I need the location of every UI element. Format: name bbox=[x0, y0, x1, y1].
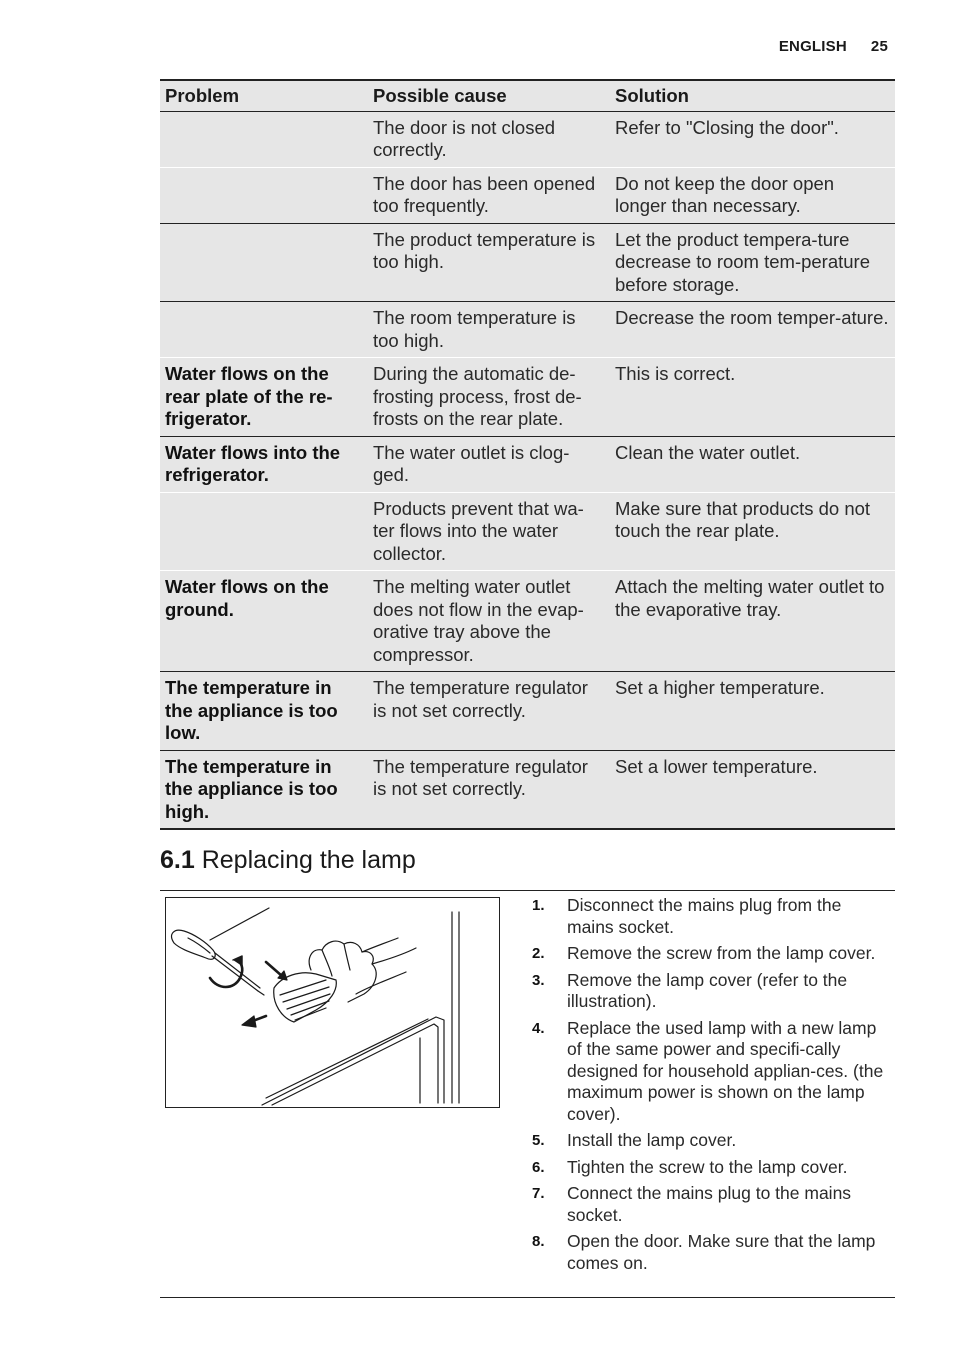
arrow-down-right-icon bbox=[266, 962, 287, 980]
instruction-steps bbox=[530, 895, 890, 1279]
cause-cell: The water outlet is clog-ged. bbox=[368, 436, 610, 492]
solution-cell: Set a higher temperature. bbox=[610, 672, 895, 751]
step-number: 4. bbox=[532, 1019, 545, 1037]
solution-cell: Make sure that products do not touch the rear plate. bbox=[610, 492, 895, 571]
step-text: Install the lamp cover. bbox=[567, 1130, 737, 1150]
table-row bbox=[160, 358, 895, 437]
table-row bbox=[160, 492, 895, 571]
step-text: Remove the lamp cover (refer to the illustration). bbox=[567, 969, 848, 1011]
lamp-cover-icon bbox=[274, 973, 337, 1022]
solution-cell: Attach the melting water outlet to the evaporative tray. bbox=[610, 571, 895, 672]
cause-cell: During the automatic de-frosting process, frost de-frosts on the rear plate. bbox=[368, 358, 610, 437]
table-row bbox=[160, 571, 895, 672]
step-text: Tighten the screw to the lamp cover. bbox=[567, 1156, 848, 1177]
cause-cell: The melting water outlet does not flow in the evap-orative tray above the compressor. bbox=[368, 571, 610, 672]
solution-cell: Refer to "Closing the door". bbox=[610, 111, 895, 167]
step-text: Disconnect the mains plug from the mains socket. bbox=[567, 895, 842, 937]
problem-cell: The temperature in the appliance is too low. bbox=[160, 672, 368, 751]
cause-cell: The temperature regulator is not set correctly. bbox=[368, 672, 610, 751]
table-header-row bbox=[160, 80, 895, 111]
problem-cell bbox=[160, 492, 368, 571]
solution-cell: This is correct. bbox=[610, 358, 895, 437]
problem-cell: Water flows on the ground. bbox=[160, 571, 368, 672]
list-item bbox=[530, 1018, 890, 1126]
column-header-cause: Possible cause bbox=[368, 80, 610, 111]
problem-cell: The temperature in the appliance is too high. bbox=[160, 750, 368, 829]
problem-cell bbox=[160, 302, 368, 358]
fridge-interior-lines-icon bbox=[210, 908, 459, 1105]
step-number: 2. bbox=[532, 945, 545, 962]
step-number: 8. bbox=[532, 1233, 545, 1250]
step-text: Replace the used lamp with a new lamp of the same power and specifi-cally designed for household applian-ces. (the maximum power is shown on the lamp cover). bbox=[567, 1017, 884, 1124]
list-item bbox=[530, 1157, 890, 1179]
step-text: Open the door. Make sure that the lamp comes on. bbox=[567, 1231, 876, 1273]
column-header-solution: Solution bbox=[610, 80, 895, 111]
table-row bbox=[160, 167, 895, 223]
table-row bbox=[160, 302, 895, 358]
column-header-problem: Problem bbox=[160, 80, 368, 111]
step-number: 5. bbox=[532, 1132, 545, 1149]
step-number: 7. bbox=[532, 1185, 545, 1202]
table-row bbox=[160, 672, 895, 751]
troubleshooting-table bbox=[160, 79, 895, 830]
language-label: ENGLISH bbox=[778, 38, 847, 55]
cause-cell: The door is not closed correctly. bbox=[368, 111, 610, 167]
cause-cell: Products prevent that wa-ter flows into the water collector. bbox=[368, 492, 610, 571]
arrow-left-icon bbox=[242, 1016, 266, 1027]
problem-cell bbox=[160, 111, 368, 167]
table-row bbox=[160, 750, 895, 829]
table-row bbox=[160, 111, 895, 167]
table-row bbox=[160, 436, 895, 492]
list-item bbox=[530, 1231, 890, 1274]
hand-icon bbox=[309, 938, 416, 1002]
step-number: 6. bbox=[532, 1158, 545, 1176]
page-header bbox=[755, 38, 888, 55]
list-item bbox=[530, 1183, 890, 1226]
problem-cell: Water flows into the refrigerator. bbox=[160, 436, 368, 492]
cause-cell: The temperature regulator is not set correctly. bbox=[368, 750, 610, 829]
cause-cell: The room temperature is too high. bbox=[368, 302, 610, 358]
problem-cell bbox=[160, 167, 368, 223]
section-heading bbox=[160, 846, 416, 875]
list-item bbox=[530, 1130, 890, 1152]
step-number: 1. bbox=[532, 897, 545, 914]
page-number: 25 bbox=[870, 38, 888, 55]
section-divider-bottom bbox=[160, 1297, 895, 1298]
solution-cell: Let the product tempera-ture decrease to room tem-perature before storage. bbox=[610, 223, 895, 302]
section-divider-top bbox=[160, 890, 895, 891]
solution-cell: Clean the water outlet. bbox=[610, 436, 895, 492]
list-item bbox=[530, 895, 890, 938]
lamp-replacement-illustration bbox=[165, 897, 500, 1108]
step-text: Connect the mains plug to the mains socket. bbox=[567, 1183, 852, 1225]
solution-cell: Set a lower temperature. bbox=[610, 750, 895, 829]
step-text: Remove the screw from the lamp cover. bbox=[567, 943, 876, 963]
cause-cell: The door has been opened too frequently. bbox=[368, 167, 610, 223]
list-item bbox=[530, 970, 890, 1013]
rotate-arrow-icon bbox=[210, 956, 242, 987]
cause-cell: The product temperature is too high. bbox=[368, 223, 610, 302]
problem-cell bbox=[160, 223, 368, 302]
problem-cell: Water flows on the rear plate of the re-frigerator. bbox=[160, 358, 368, 437]
table-row bbox=[160, 223, 895, 302]
solution-cell: Decrease the room temper-ature. bbox=[610, 302, 895, 358]
section-number: 6.1 bbox=[160, 846, 195, 874]
solution-cell: Do not keep the door open longer than necessary. bbox=[610, 167, 895, 223]
list-item bbox=[530, 943, 890, 965]
section-title: Replacing the lamp bbox=[201, 846, 416, 874]
step-number: 3. bbox=[532, 971, 545, 989]
